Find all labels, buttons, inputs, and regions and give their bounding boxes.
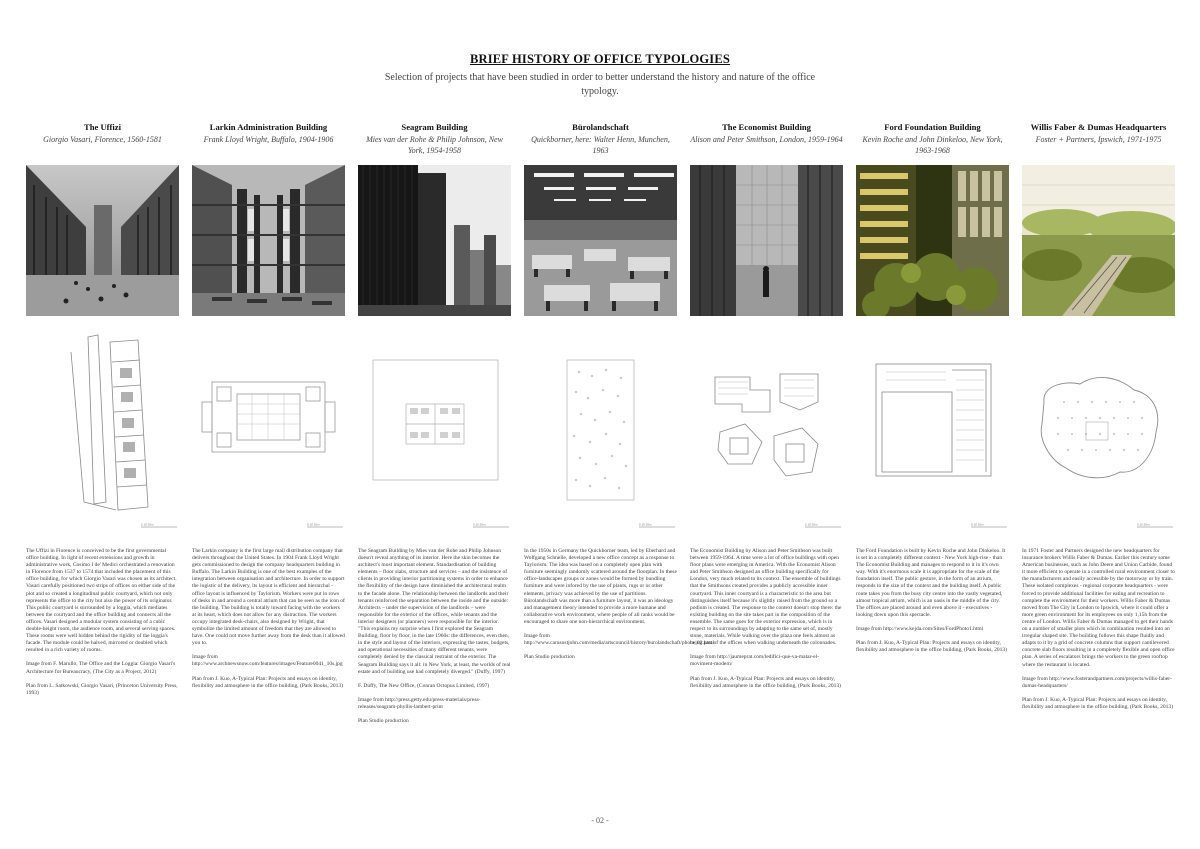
description [856,548,1009,661]
page-number: - 02 - [591,816,609,825]
floor-plan-willis-faber [1022,332,1175,512]
scale-bar [637,522,677,528]
column-subtitle: Giorgio Vasari, Florence, 1560-1581 [43,135,162,144]
source-image: Image from http://www.fosterandpartners.com/projects/willis-faber-dumas-headquarters/ [1022,675,1172,689]
source-image: Image from http://press.getty.edu/press-materials/press-releases/seagram-phyllis-lambert-print [358,696,481,710]
column-subtitle: Kevin Roche and John Dinkeloo, New York, 1963-1968 [862,135,1003,155]
source-plan: Plan from J. Kuo, A-Typical Plan: Projects and essays on identity, flexibility and atmosphere in the office building, (Park Books, 2013) [856,640,1007,654]
photo-larkin [192,165,345,316]
scale-bar [969,522,1009,528]
floor-plan-burolandschaft [524,332,677,512]
column-subtitle: Foster + Partners, Ipswich, 1971-1975 [1035,135,1162,144]
column-ford-foundation [856,0,1009,849]
description [524,548,715,668]
photo-uffizi [26,165,179,316]
source-image: Image from http://www.carusostjohn.com/media/artscouncil/history/burolandschaft/photo_02.html [524,633,715,647]
floor-plan-ford-foundation [856,332,1009,512]
floor-plan-uffizi [26,332,179,512]
scale-bar [139,522,179,528]
description [358,548,511,732]
source-plan: Plan Studio production [358,717,409,724]
description [1022,548,1175,718]
description-body: The Ford Foundation is built by Kevin Roche and John Dinkeloo. It is set in a completely different context - New York high-rise - than The Economist Building and manages to respond to it in it's own way. With it's enormous scale it is appropriate for the scale of the foundation itself. The public gesture, in the form of an atrium, responds to the size of the context and the building itself. A public route takes you from the busy city centre into the vastly vegetated, almost tropical atrium, which is an oasis in the middle of the city. The offices are placed around and even above it - executives - looking down upon this spectacle. [856,548,1006,618]
page-title: BRIEF HISTORY OF OFFICE TYPOLOGIES [469,52,731,66]
column-subtitle: Quickborner, here: Walter Henn, Munchen, 1963 [531,135,670,155]
description [192,548,345,697]
svg-text:0 10 20m: 0 10 20m [1137,522,1150,527]
photo-economist [690,165,843,316]
scale-bar [1135,522,1175,528]
source-plan: Plan from J. Kuo, A-Typical Plan: Projects and essays on identity, flexibility and atmosphere in the office building, (Park Books, 2013) [192,675,343,689]
source-plan: Plan from J. Kuo, A-Typical Plan: Projects and essays on identity, flexibility and atmosphere in the office building, (Park Books, 2013) [1022,696,1173,710]
source-plan: Plan Studio production [524,654,575,661]
photo-willis-faber [1022,165,1175,316]
scale-bar [471,522,511,528]
description-body: The Economist Building by Alison and Peter Smithson was built between 1959-1964. A time were a lot of office buildings with open floor plans were emerging in America. With the Economist Alison and Peter Smithson designed an office building specifically for London, very much related to its context. The ensemble of buildings that the Smithsons created provides a publicly accessible inner courtyard. This inner courtyard is a characteristic to the area but distinguishes itself because it's slightly raised from the ground so a podium is created. The response to the context doesn't stop there: the existing building on the site takes part in the composition of the ensemble. The same goes for the exterior expression, which is in respect to its surroundings by adapting to the same set of, mostly stone, materials. While walking over the plaza one feels almost as being part of the offices when walking underneath the colonnades. [690,548,842,647]
source-text: F. Duffy, The New Office, (Conran Octopus Limited, 1997) [358,682,490,689]
column-seagram [358,0,511,849]
description [690,548,843,697]
svg-text:0 10 20m: 0 10 20m [141,522,154,527]
column-subtitle: Alison and Peter Smithson, London, 1959-1964 [690,135,843,144]
column-title: The Economist Building [722,122,811,132]
column-subtitle: Frank Lloyd Wright, Buffalo, 1904-1906 [203,135,334,144]
svg-text:0 10 20m: 0 10 20m [473,522,486,527]
description [26,548,179,704]
column-subtitle: Mies van der Rohe & Philip Johnson, New York, 1954-1958 [366,135,503,155]
column-uffizi [26,0,179,849]
source-plan: Plan from L. Satkowski, Giorgio Vasari, (Princeton University Press, 1993) [26,682,178,696]
description-body: In 1971 Foster and Partners designed the new headquarters for insurance brokers Willis Faber & Dumas. Earlier this century some American businesses, such as John Deere and Union Carbide, found it more efficient to operate in a controlled rural environment closer to the manufacturers and easily accessible by the motorway or by train. These isolated complexes - regional corporate headquarters - were forced to provide additional facilities for eating and recreation to complete the environment for their workers. Willis Faber & Dumas moved from The City in London to Ipswich, where it could offer a more green environment for its employees on only 1,15h from the centre of London. Willis Faber & Dumas managed to get their hands on a number of smaller plots which in combination resulted into an irregular shaped site. The building follows this shape fluidly and adapts to it by a grid of concrete columns that support cantilevered concrete slab floors resulting in a completely flexible and open office plan. A series of escalators brings the workers to the green rooftop where the restaurant is located. [1022,548,1175,668]
column-title: Larkin Administration Building [209,122,328,132]
source-image: Image from F. Marullo, The Office and the Loggia: Giorgio Vasari's Architecture for Bureaucracy, (The City as a Project, 2012) [26,661,176,675]
source-image: Image from http://www.archnewsnow.com/features/images/Feature0041_10s.jpg [192,654,343,668]
photo-seagram [358,165,511,316]
column-larkin [192,0,345,849]
column-willis-faber [1022,0,1175,849]
description-body: The Seagram Building by Mies van der Rohe and Philip Johnson doesn't reveal anything of its interior. Here the skin becomes the architect's most important element. Standardisation of building elements – floor slabs, structure and services – and the insistence of clients in providing interior partitioning systems in order to enhance the flexibility of the design have diminished the architectural realm to the facade alone. The relationship between the landlords and their tenants reinforced the separation between the inside and the outside: Architects – under the supervision of the landlords – were responsible for the exterior of the offices, while tenants and the interior designers (or planners) were responsible for the interior. "This explains my surprise when I first explored the Seagram Building, floor by floor, in the late 1960s: the differences, even then, in the style and layout of the interiors, expressing the tastes, budgets, and operational necessities of many different tenants, were completely denied by the classical restraint of the exterior. The Seagram Building says it all: in New York, at least, the worlds of real estate and of building use had completely diverged." (Duffy, 1997) [358,548,511,675]
column-title: Seagram Building [401,122,468,132]
photo-burolandschaft [524,165,677,316]
page-subtitle: Selection of projects that have been studied in order to better understand the history and nature of the office typology. [384,72,816,97]
column-economist [690,0,843,849]
column-title: The Uffizi [84,122,121,132]
scale-bar [803,522,843,528]
source-image: Image from http://jaumeprat.com/ledifici-que-va-matar-el-moviment-modern/ [690,654,819,668]
floor-plan-larkin [192,332,345,512]
column-title: Ford Foundation Building [884,122,981,132]
column-burolandschaft [524,0,715,849]
svg-text:0 10 20m: 0 10 20m [639,522,652,527]
description-body: The Uffizi in Florence is conceived to be the first governmental office building. In light of recent extensions and growth in administrative work, Cosimo I de' Medici orchestrated a renovation in Florence from 1537 to 1574 that included the placement of this office building, for which Giorgio Vasari was chosen as its architect. Vasari carefully positioned two strips of offices on either side of the plot and so created a longitudinal public courtyard, which not only represents the office to the city but also the power of its originator. This public courtyard is surrounded by a loggia, which mediates between the courtyard and the office building and connects all the offices. Vasari designed a modular system consisting of a cubic double-height room, the audience room, and several serving spaces. These rooms were well hidden behind the rigidity of the loggia's facade. The module could be halved, mirrored or doubled which resulted in a rich variety of rooms. [26,548,177,654]
photo-ford-foundation [856,165,1009,316]
description-body: The Larkin company is the first large mail distribution company that delivers throughout the United States. In 1904 Frank Lloyd Wright gets commissioned to design the company headquarters building in Buffalo. The Larkin Building is one of the best examples of the integration between organisation and architecture. In order to support the logistic of the delivery, its layout is efficient and hierarchal - office layout is influenced by Taylorism. Workers were put in rows of desks in and around a central atrium that can be seen as the icon of the building. The building is totally inward facing with the workers at its heart, which does not allow for any distraction. The workers occupy integrated desk-chairs, also designed by Wright, that symbolize the limited amount of freedom that they are allowed to have. One could not move further away from the desk than it allowed you to. [192,548,345,647]
source-plan: Plan from J. Kuo, A-Typical Plan: Projects and essays on identity, flexibility and atmosphere in the office building, (Park Books, 2013) [690,675,841,689]
svg-text:0 10 20m: 0 10 20m [307,522,320,527]
svg-text:0 10 20m: 0 10 20m [971,522,984,527]
description-body: In the 1950s in Germany the Quickborner team, led by Eberhard and Wolfgang Schnelle, developed a new office concept as a response to Taylorism. The idea was based on a completely open plan with furniture seemingly randomly scattered around the floorplan. In these office-landscapes groups or zones would be formed by bundling furniture and were infored by the use of plants, rugs or or other elements, privacy was achieved by the use of partitions. Bürolandschaft was more than a furniture layout, it was an ideology and management theory intended to provide a more humane and collaborative work environment, where people of all ranks would be encouraged to share one non-hierarchical environment. [524,548,677,625]
floor-plan-economist [690,332,843,512]
scale-bar [305,522,345,528]
column-title: Bürolandschaft [572,122,629,132]
svg-text:0 10 20m: 0 10 20m [805,522,818,527]
floor-plan-seagram [358,332,511,512]
source-image: Image from http://www.kejda.com/Sites/FordPhoto1.html [856,625,984,632]
column-title: Willis Faber & Dumas Headquarters [1030,122,1167,132]
